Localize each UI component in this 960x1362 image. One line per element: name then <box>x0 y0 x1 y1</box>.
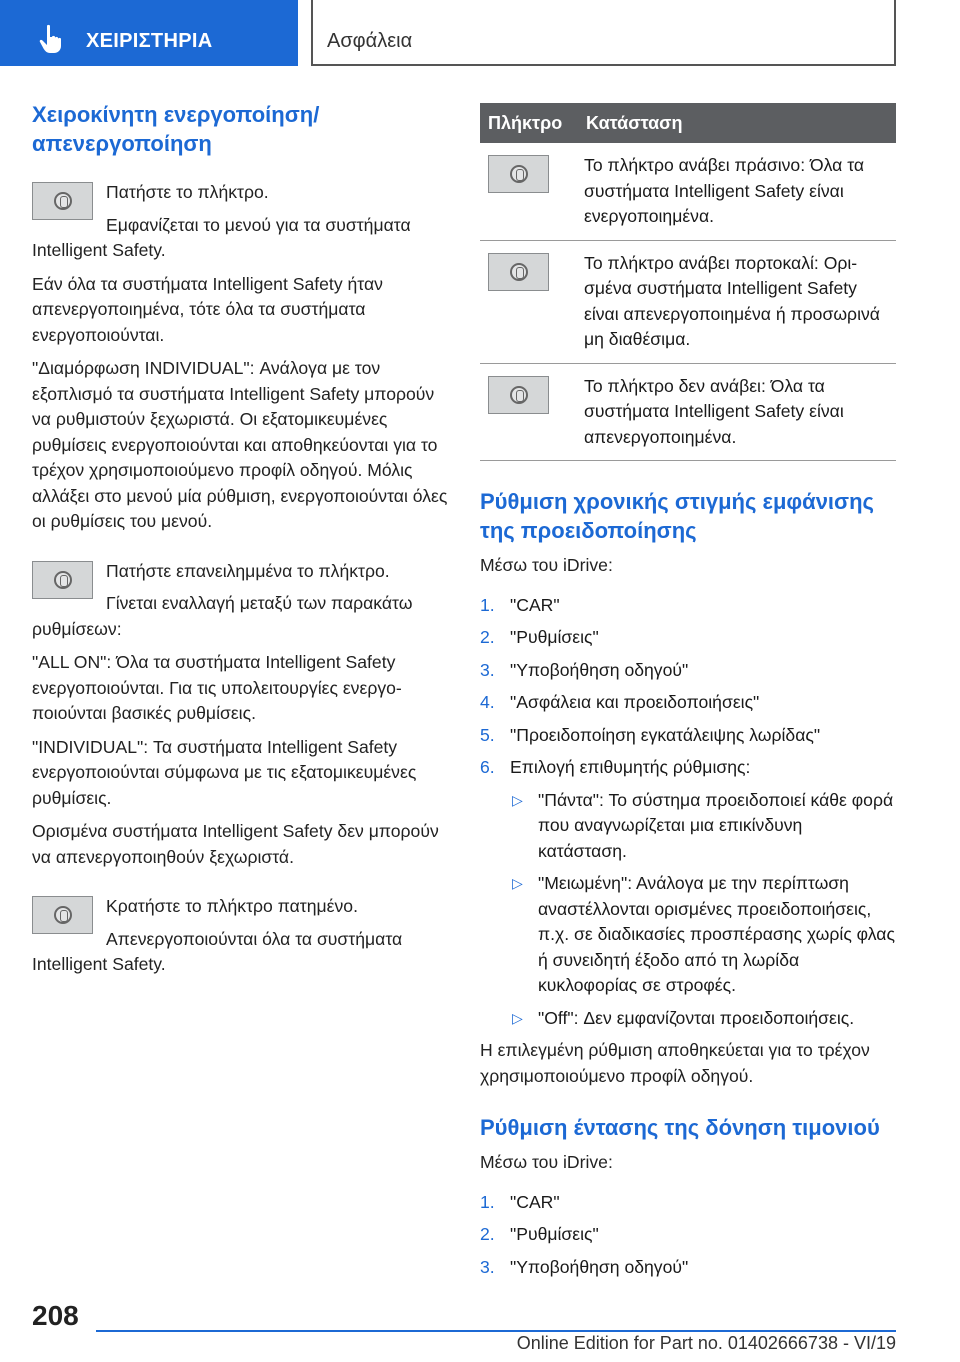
left-column <box>32 100 448 978</box>
instruction-toggle-line2: ρυθμίσεων: <box>32 618 122 639</box>
paragraph-individual-config: "Διαμόρφωση INDIVIDUAL": Ανάλογα με τον εξοπλισμό τα συστήματα Intelligent Safety μπορούν να ρυθμιστούν ξεχωριστά. Οι εξατομικευμένες ρυθμίσεις ενεργοποιούνται και αποθηκεύονται για το τρέχον χρησιμοποιούμενο προφίλ οδηγού. Μόλις αλλάξει στο μενού μία ρύθμιση, ενεργοποιούνται όλες οι ρυθμίσεις του μενού. <box>32 358 448 531</box>
heading-vibration-intensity: Ρύθμιση έντασης της δόνηση τιμονιού <box>480 1115 880 1140</box>
heading-warning-time: Ρύθμιση χρονικής στιγμής εμφάνισης της προειδοποίησης <box>480 489 874 543</box>
instruction-toggle-line1: Γίνεται εναλλαγή μεταξύ των παρακάτω <box>106 593 413 613</box>
list-item: 5. "Προειδοποίηση εγκατάλειψης λωρίδας" <box>480 724 821 745</box>
table-row <box>480 240 896 363</box>
paragraph-individual: "INDIVIDUAL": Τα συστήματα Intelligent Safety ενεργοποιούνται σύμφωνα με τις εξατομικευμένες ρυθμίσεις. <box>32 736 417 808</box>
triangle-bullet-icon: ▷ <box>512 875 523 891</box>
instruction-press: Πατήστε το πλήκτρο. <box>106 182 269 202</box>
paragraph-all-activated: Εάν όλα τα συστήματα Intelligent Safety ήταν απενεργοποιημένα, τότε όλα τα συστήματα ενεργοποιούνται. <box>32 273 383 345</box>
status-text: Το πλήκτρο ανάβει πορτοκαλί: Ορισμένα συστήματα Intelligent Safety είναι απενεργοποιημένα ή προσωρινά μη διαθέσιμα. <box>576 240 896 363</box>
page-number: 208 <box>32 1300 79 1331</box>
paragraph-all-on: "ALL ON": Όλα τα συστήματα Intelligent Safety ενεργοποιούνται. Για τις υπολειτουργίες ενεργοποιούνται βασικές ρυθμίσεις. <box>32 652 402 723</box>
section-title-box <box>311 0 896 66</box>
table-header-row <box>480 103 896 143</box>
table-header-status: Κατάσταση <box>576 103 896 143</box>
instruction-menu-line1: Εμφανίζεται το μενού για τα συστήματα <box>106 214 411 235</box>
list-item: 2. "Ρυθμίσεις" <box>480 1224 599 1244</box>
table-header-key: Πλήκτρο <box>480 103 576 143</box>
note-saved-profile: Η επιλεγμένη ρύθμιση αποθηκεύεται για το τρέχον χρησιμοποιούμενο προφίλ οδηγού. <box>480 1040 870 1086</box>
list-item: ▷ "Μειωμένη": Ανάλογα με την περίπτωση αναστέλλονται ορισμένες προειδοποιήσεις, π.χ. σε διαδικασίες προσπέρασης χωρίς φλας ή συνειδητή έξοδο από τη λωρίδα κυκλοφορίας σε στροφές. <box>512 873 895 995</box>
instruction-deactivate-line1: Απενεργοποιούνται όλα τα συστήματα <box>106 928 403 949</box>
paragraph-cannot-deactivate: Ορισμένα συστήματα Intelligent Safety δεν μπορούν να απενεργοποιηθούν ξεχωριστά. <box>32 821 439 867</box>
button-orange-icon <box>488 253 549 291</box>
via-idrive: Μέσω του iDrive: <box>480 1152 613 1172</box>
footer-edition: Online Edition for Part no. 01402666738 - VI/19 <box>516 1333 896 1353</box>
status-text: Το πλήκτρο δεν ανάβει: Όλα τα συστήματα Intelligent Safety είναι απενεργοποιημένα. <box>576 363 896 461</box>
intelligent-safety-button-icon <box>32 561 93 599</box>
page-header <box>0 0 960 66</box>
triangle-bullet-icon: ▷ <box>512 1009 523 1026</box>
button-status-table <box>480 103 896 461</box>
intelligent-safety-button-icon <box>32 896 93 934</box>
hold-button-block <box>32 894 448 978</box>
instruction-hold: Κρατήστε το πλήκτρο πατημένο. <box>106 896 358 916</box>
list-item: 3. "Υποβοήθηση οδηγού" <box>480 1256 689 1277</box>
status-text: Το πλήκτρο ανάβει πράσινο: Όλα τα συστήματα Intelligent Safety είναι ενεργοποιημένα. <box>576 143 896 240</box>
triangle-bullet-icon: ▷ <box>512 791 523 808</box>
list-item: ▷ "Off": Δεν εμφανίζονται προειδοποιήσεις. <box>510 1006 896 1032</box>
press-repeatedly-block <box>32 559 448 871</box>
list-item: ▷ "Πάντα": Το σύστημα προειδοποιεί κάθε φορά που αναγνωρίζεται μια επικίνδυνη κατάσταση. <box>512 789 894 861</box>
instruction-deactivate-line2: Intelligent Safety. <box>32 954 166 974</box>
sub-options-list <box>510 788 896 1032</box>
section-title: Ασφάλεια <box>327 30 413 52</box>
tab-controls[interactable] <box>0 0 298 66</box>
list-item: 1. "CAR" <box>480 1191 560 1212</box>
table-row <box>480 363 896 461</box>
steps-vibration <box>480 1190 896 1281</box>
instruction-menu-line2: Intelligent Safety. <box>32 240 166 260</box>
intelligent-safety-button-icon <box>32 182 93 220</box>
press-button-block <box>32 180 448 535</box>
heading-manual-activation: Χειροκίνητη ενεργοποίηση/απενεργοποίηση <box>32 102 320 156</box>
right-column <box>480 103 896 1287</box>
list-item: 2. "Ρυθμίσεις" <box>480 627 599 647</box>
tab-controls-label: ΧΕΙΡΙΣΤΗΡΙΑ <box>86 30 213 52</box>
list-item: 3. "Υποβοήθηση οδηγού" <box>480 659 689 680</box>
list-item: 6. Επιλογή επιθυμητής ρύθμισης: ▷ "Πάντα": Το σύστημα προειδοποιεί κάθε φορά που αναγνωρίζεται μια επικίνδυνη κατάσταση. ▷ "Μειωμένη": Ανάλογα με την περίπτωση αναστέλλονται ορισμένες προειδοποιήσεις, π.χ. σε διαδικασίες προσπέρασης χωρίς φλας ή συνειδητή έξοδο από τη λωρίδα κυκλοφορίας σε στροφές. ▷ "Off": Δεν εμφανίζονται προειδοποιήσεις. <box>480 755 896 1031</box>
via-idrive: Μέσω του iDrive: <box>480 555 613 575</box>
table-row <box>480 143 896 240</box>
steps-warning-time <box>480 593 896 1032</box>
pointing-hand-icon <box>38 24 64 54</box>
footer-divider <box>96 1330 896 1332</box>
instruction-press-repeatedly: Πατήστε επανειλημμένα το πλήκτρο. <box>106 560 390 581</box>
button-off-icon <box>488 376 549 414</box>
button-green-icon <box>488 155 549 193</box>
list-item: 4. "Ασφάλεια και προειδοποιήσεις" <box>480 692 760 712</box>
list-item: 1. "CAR" <box>480 594 560 615</box>
